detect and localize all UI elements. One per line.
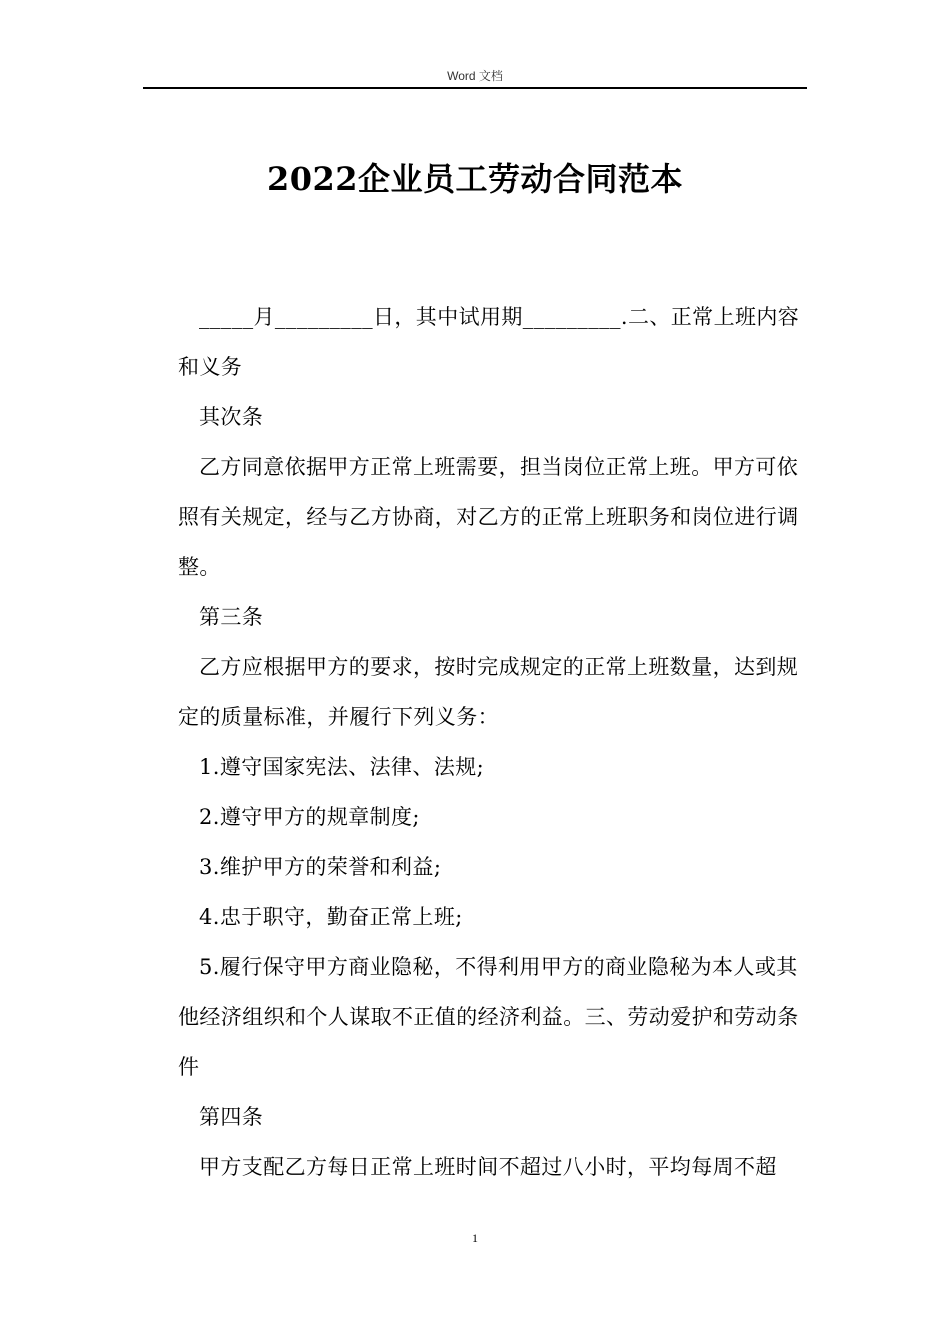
list-item-obligation-1: 1.遵守国家宪法、法律、法规; — [199, 755, 485, 779]
page-header: Word 文档 — [447, 69, 503, 83]
paragraph-article-2-body: 乙方同意依据甲方正常上班需要，担当岗位正常上班。甲方可依照有关规定，经与乙方协商，对乙方的正常上班职务和岗位进行调整。 — [178, 455, 799, 579]
paragraph-article-3-heading: 第三条 — [199, 605, 264, 629]
paragraph-article-2-heading: 其次条 — [199, 405, 264, 429]
document-title: 2022企业员工劳动合同范本 — [266, 160, 684, 198]
paragraph-article-3-body: 乙方应根据甲方的要求，按时完成规定的正常上班数量，达到规定的质量标准，并履行下列义务： — [178, 655, 799, 729]
paragraph-article-4-body: 甲方支配乙方每日正常上班时间不超过八小时，平均每周不超 — [199, 1155, 777, 1179]
paragraph-article-4-heading: 第四条 — [199, 1105, 264, 1129]
list-item-obligation-2: 2.遵守甲方的规章制度; — [199, 805, 420, 829]
page-number: 1 — [472, 1231, 478, 1245]
document-body — [178, 292, 804, 1192]
header-divider — [143, 87, 807, 89]
paragraph-trial-period: _____月_________日，其中试用期_________.二、正常上班内容和义务 — [178, 305, 800, 379]
list-item-obligation-5: 5.履行保守甲方商业隐秘，不得利用甲方的商业隐秘为本人或其他经济组织和个人谋取不正值的经济利益。三、劳动爱护和劳动条件 — [178, 955, 799, 1079]
list-item-obligation-4: 4.忠于职守，勤奋正常上班; — [199, 905, 463, 929]
list-item-obligation-3: 3.维护甲方的荣誉和利益; — [199, 855, 442, 879]
